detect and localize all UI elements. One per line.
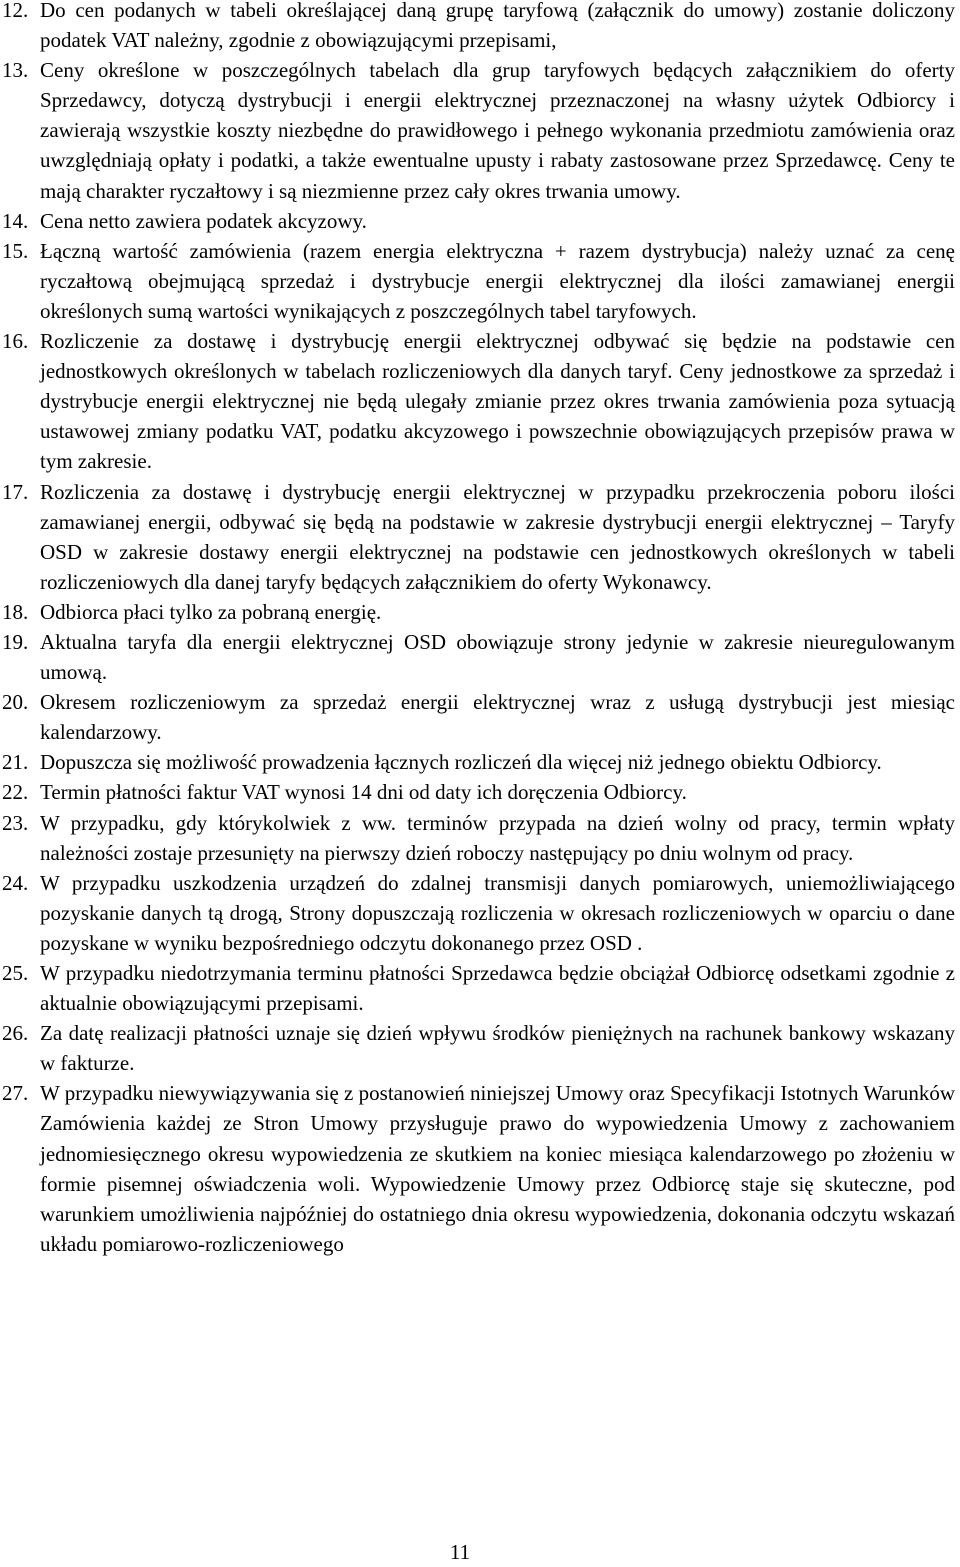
clause-text: Aktualna taryfa dla energii elektrycznej OSD obowiązuje strony jedynie w zakresie nieuregulowanym umową. [40, 629, 955, 685]
clause-number: 13. [2, 58, 29, 83]
clause-text: Odbiorca płaci tylko za pobraną energię. [40, 599, 382, 624]
list-item [2, 777, 955, 807]
clause-text: Dopuszcza się możliwość prowadzenia łącznych rozliczeń dla więcej niż jednego obiektu Odbiorcy. [40, 750, 882, 775]
list-item [2, 747, 955, 777]
clause-number: 16. [2, 329, 29, 354]
clause-text: Łączną wartość zamówienia (razem energia elektryczna + razem dystrybucja) należy uznać za cenę ryczałtową obejmującą sprzedaż i dystrybucje energii elektrycznej dla ilości zamawianej energii określonych sumą wartości wynikających z poszczególnych tabel taryfowych. [40, 238, 955, 323]
clause-number: 26. [2, 1021, 29, 1046]
clause-text: Do cen podanych w tabeli określającej daną grupę taryfową (załącznik do umowy) zostanie doliczony podatek VAT należny, zgodnie z obowiązującymi przepisami, [40, 0, 955, 53]
clause-text: W przypadku, gdy którykolwiek z ww. terminów przypada na dzień wolny od pracy, termin wpłaty należności zostaje przesunięty na pierwszy dzień roboczy następujący po dniu wolnym od pracy. [40, 810, 955, 865]
numbered-clause-list [2, 0, 955, 1259]
clause-text: Rozliczenia za dostawę i dystrybucję energii elektrycznej w przypadku przekroczenia poboru ilości zamawianej energii, odbywać się będą na podstawie w zakresie dystrybucji energii elektrycznej – Taryfy OSD w zakresie dostawy energii elektrycznej na podstawie cen jednostkowych określonych w tabeli rozliczeniowych dla danej taryfy będących załącznikiem do oferty Wykonawcy. [40, 479, 955, 594]
list-item [2, 1078, 955, 1259]
list-item [2, 0, 955, 55]
list-item [2, 868, 955, 958]
clause-number: 22. [2, 780, 29, 805]
list-item [2, 597, 955, 627]
clause-text: Cena netto zawiera podatek akcyzowy. [40, 208, 367, 233]
clause-number: 20. [2, 690, 29, 715]
list-item [2, 687, 955, 747]
clause-number: 14. [2, 208, 29, 233]
clause-number: 23. [2, 810, 29, 835]
clause-text: Za datę realizacji płatności uznaje się dzień wpływu środków pieniężnych na rachunek bankowy wskazany w fakturze. [40, 1021, 955, 1076]
clause-text: W przypadku niedotrzymania terminu płatności Sprzedawca będzie obciążał Odbiorcę odsetkami zgodnie z aktualnie obowiązującymi przepisami. [40, 961, 955, 1016]
clause-number: 15. [2, 238, 29, 263]
clause-number: 12. [2, 0, 29, 22]
list-item [2, 236, 955, 326]
clause-text: Ceny określone w poszczególnych tabelach dla grup taryfowych będących załącznikiem do oferty Sprzedawcy, dotyczą dystrybucji i energii elektrycznej przeznaczonej na własny użytek Odbiorcy i zawierają wszystkie koszty niezbędne do prawidłowego i pełnego wykonania przedmiotu zamówienia oraz uwzględniają opłaty i podatki, a także ewentualne upusty i rabaty zastosowane przez Sprzedawcę. Ceny te mają charakter ryczałtowy i są niezmienne przez cały okres trwania umowy. [40, 58, 955, 203]
clause-number: 21. [2, 750, 29, 775]
clause-text: Okresem rozliczeniowym za sprzedaż energii elektrycznej wraz z usługą dystrybucji jest miesiąc kalendarzowy. [40, 690, 955, 745]
list-item [2, 55, 955, 205]
clause-number: 27. [2, 1081, 29, 1106]
list-item [2, 627, 955, 687]
clause-text: W przypadku uszkodzenia urządzeń do zdalnej transmisji danych pomiarowych, uniemożliwiającego pozyskanie danych tą drogą, Strony dopuszczają rozliczenia w okresach rozliczeniowych w oparciu o dane pozyskane w wyniku bezpośredniego odczytu dokonanego przez OSD . [40, 870, 955, 955]
clause-text: Termin płatności faktur VAT wynosi 14 dni od daty ich doręczenia Odbiorcy. [40, 780, 687, 805]
list-item [2, 326, 955, 476]
clause-text: Rozliczenie za dostawę i dystrybucję energii elektrycznej odbywać się będzie na podstawie cen jednostkowych określonych w tabelach rozliczeniowych dla danych taryf. Ceny jednostkowe za sprzedaż i dystrybucje energii elektrycznej nie będą ulegały zmianie przez okres trwania zamówienia poza sytuacją ustawowej zmiany podatku VAT, podatku akcyzowego i powszechnie obowiązujących przepisów prawa w tym zakresie. [40, 329, 955, 474]
clause-text: W przypadku niewywiązywania się z postanowień niniejszej Umowy oraz Specyfikacji Istotnych Warunków Zamówienia każdej ze Stron Umowy przysługuje prawo do wypowiedzenia Umowy z zachowaniem jednomiesięcznego okresu wypowiedzenia ze skutkiem na koniec miesiąca kalendarzowego po złożeniu w formie pisemnej oświadczenia woli. Wypowiedzenie Umowy przez Odbiorcę staje się skuteczne, pod warunkiem umożliwienia najpóźniej do ostatniego dnia okresu wypowiedzenia, dokonania odczytu wskazań układu pomiarowo-rozliczeniowego [40, 1081, 955, 1256]
list-item [2, 1018, 955, 1078]
page-number: 11 [449, 1540, 471, 1564]
clause-number: 24. [2, 870, 29, 895]
clause-number: 17. [2, 479, 29, 504]
clause-number: 19. [2, 629, 29, 654]
clause-number: 18. [2, 599, 29, 624]
list-item [2, 206, 955, 236]
list-item [2, 477, 955, 597]
list-item [2, 808, 955, 868]
list-item [2, 958, 955, 1018]
clause-number: 25. [2, 961, 29, 985]
